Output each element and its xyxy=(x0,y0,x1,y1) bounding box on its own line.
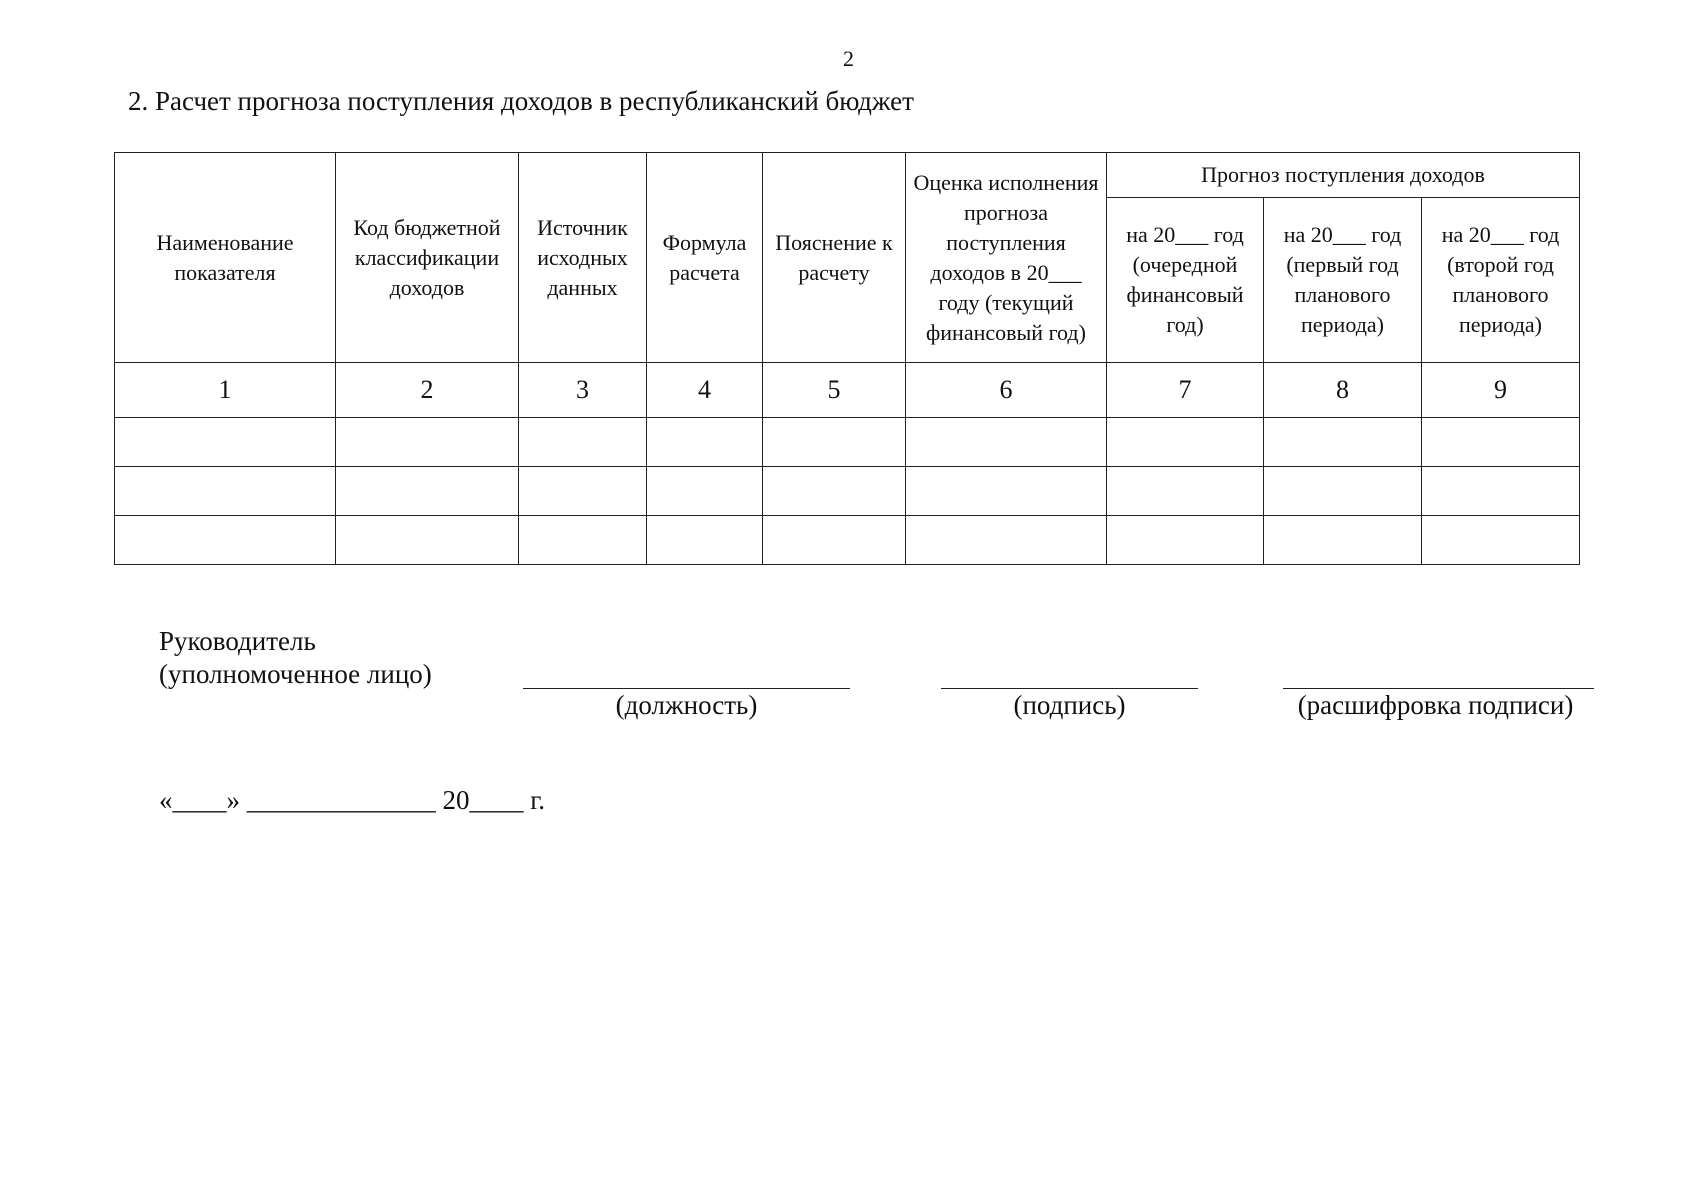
table-cell[interactable] xyxy=(519,516,647,565)
table-cell[interactable] xyxy=(1422,418,1580,467)
table-cell[interactable] xyxy=(1422,516,1580,565)
forecast-table xyxy=(114,152,1580,565)
table-row xyxy=(115,418,1580,467)
signatory-title: Руководитель xyxy=(159,626,316,656)
page-number: 2 xyxy=(843,46,854,71)
table-cell[interactable] xyxy=(906,516,1107,565)
signatory-subtitle: (уполномоченное лицо) xyxy=(159,659,432,689)
table-cell[interactable] xyxy=(336,418,519,467)
header-current-year-estimate: Оценка исполнения прогноза поступления доходов в 20___ году (текущий финансовый год) xyxy=(906,153,1107,363)
column-number: 1 xyxy=(115,363,336,418)
header-indicator-name: Наименование показателя xyxy=(115,153,336,363)
table-cell[interactable] xyxy=(906,418,1107,467)
table-cell[interactable] xyxy=(115,418,336,467)
table-cell[interactable] xyxy=(763,516,906,565)
column-number: 9 xyxy=(1422,363,1580,418)
table-cell[interactable] xyxy=(1264,516,1422,565)
header-forecast-group: Прогноз поступления доходов xyxy=(1107,153,1580,198)
column-number: 2 xyxy=(336,363,519,418)
table-cell[interactable] xyxy=(1264,418,1422,467)
table-cell[interactable] xyxy=(1422,467,1580,516)
header-explanation: Пояснение к расчету xyxy=(763,153,906,363)
column-number: 4 xyxy=(647,363,763,418)
signatory-label xyxy=(159,625,432,691)
header-formula: Формула расчета xyxy=(647,153,763,363)
table-cell[interactable] xyxy=(115,516,336,565)
table-cell[interactable] xyxy=(763,467,906,516)
table-cell[interactable] xyxy=(519,418,647,467)
table-cell[interactable] xyxy=(647,418,763,467)
table-cell[interactable] xyxy=(336,467,519,516)
page-title: 2. Расчет прогноза поступления доходов в республиканский бюджет xyxy=(128,86,914,116)
position-line[interactable] xyxy=(523,688,850,689)
header-first-plan-year: на 20___ год (первый год планового периода) xyxy=(1264,198,1422,363)
table-cell[interactable] xyxy=(763,418,906,467)
column-number-row xyxy=(115,363,1580,418)
table-cell[interactable] xyxy=(647,516,763,565)
table-row xyxy=(115,467,1580,516)
table-cell[interactable] xyxy=(1264,467,1422,516)
header-second-plan-year: на 20___ год (второй год планового периода) xyxy=(1422,198,1580,363)
column-number: 7 xyxy=(1107,363,1264,418)
column-number: 6 xyxy=(906,363,1107,418)
column-number: 3 xyxy=(519,363,647,418)
column-number: 8 xyxy=(1264,363,1422,418)
table-cell[interactable] xyxy=(906,467,1107,516)
header-budget-code: Код бюджетной классификации доходов xyxy=(336,153,519,363)
date-line: «____» ______________ 20____ г. xyxy=(159,785,546,815)
table-row xyxy=(115,516,1580,565)
table-cell[interactable] xyxy=(115,467,336,516)
table-cell[interactable] xyxy=(1107,418,1264,467)
header-data-source: Источник исходных данных xyxy=(519,153,647,363)
table-cell[interactable] xyxy=(1107,467,1264,516)
table-cell[interactable] xyxy=(336,516,519,565)
signature-decoding-line[interactable] xyxy=(1283,688,1594,689)
signature-decoding-caption: (расшифровка подписи) xyxy=(1297,690,1574,720)
signature-line[interactable] xyxy=(941,688,1198,689)
table-cell[interactable] xyxy=(519,467,647,516)
position-caption: (должность) xyxy=(615,690,758,720)
header-next-year: на 20___ год (очередной финансовый год) xyxy=(1107,198,1264,363)
table-cell[interactable] xyxy=(647,467,763,516)
table-cell[interactable] xyxy=(1107,516,1264,565)
signature-caption: (подпись) xyxy=(1013,690,1126,720)
column-number: 5 xyxy=(763,363,906,418)
